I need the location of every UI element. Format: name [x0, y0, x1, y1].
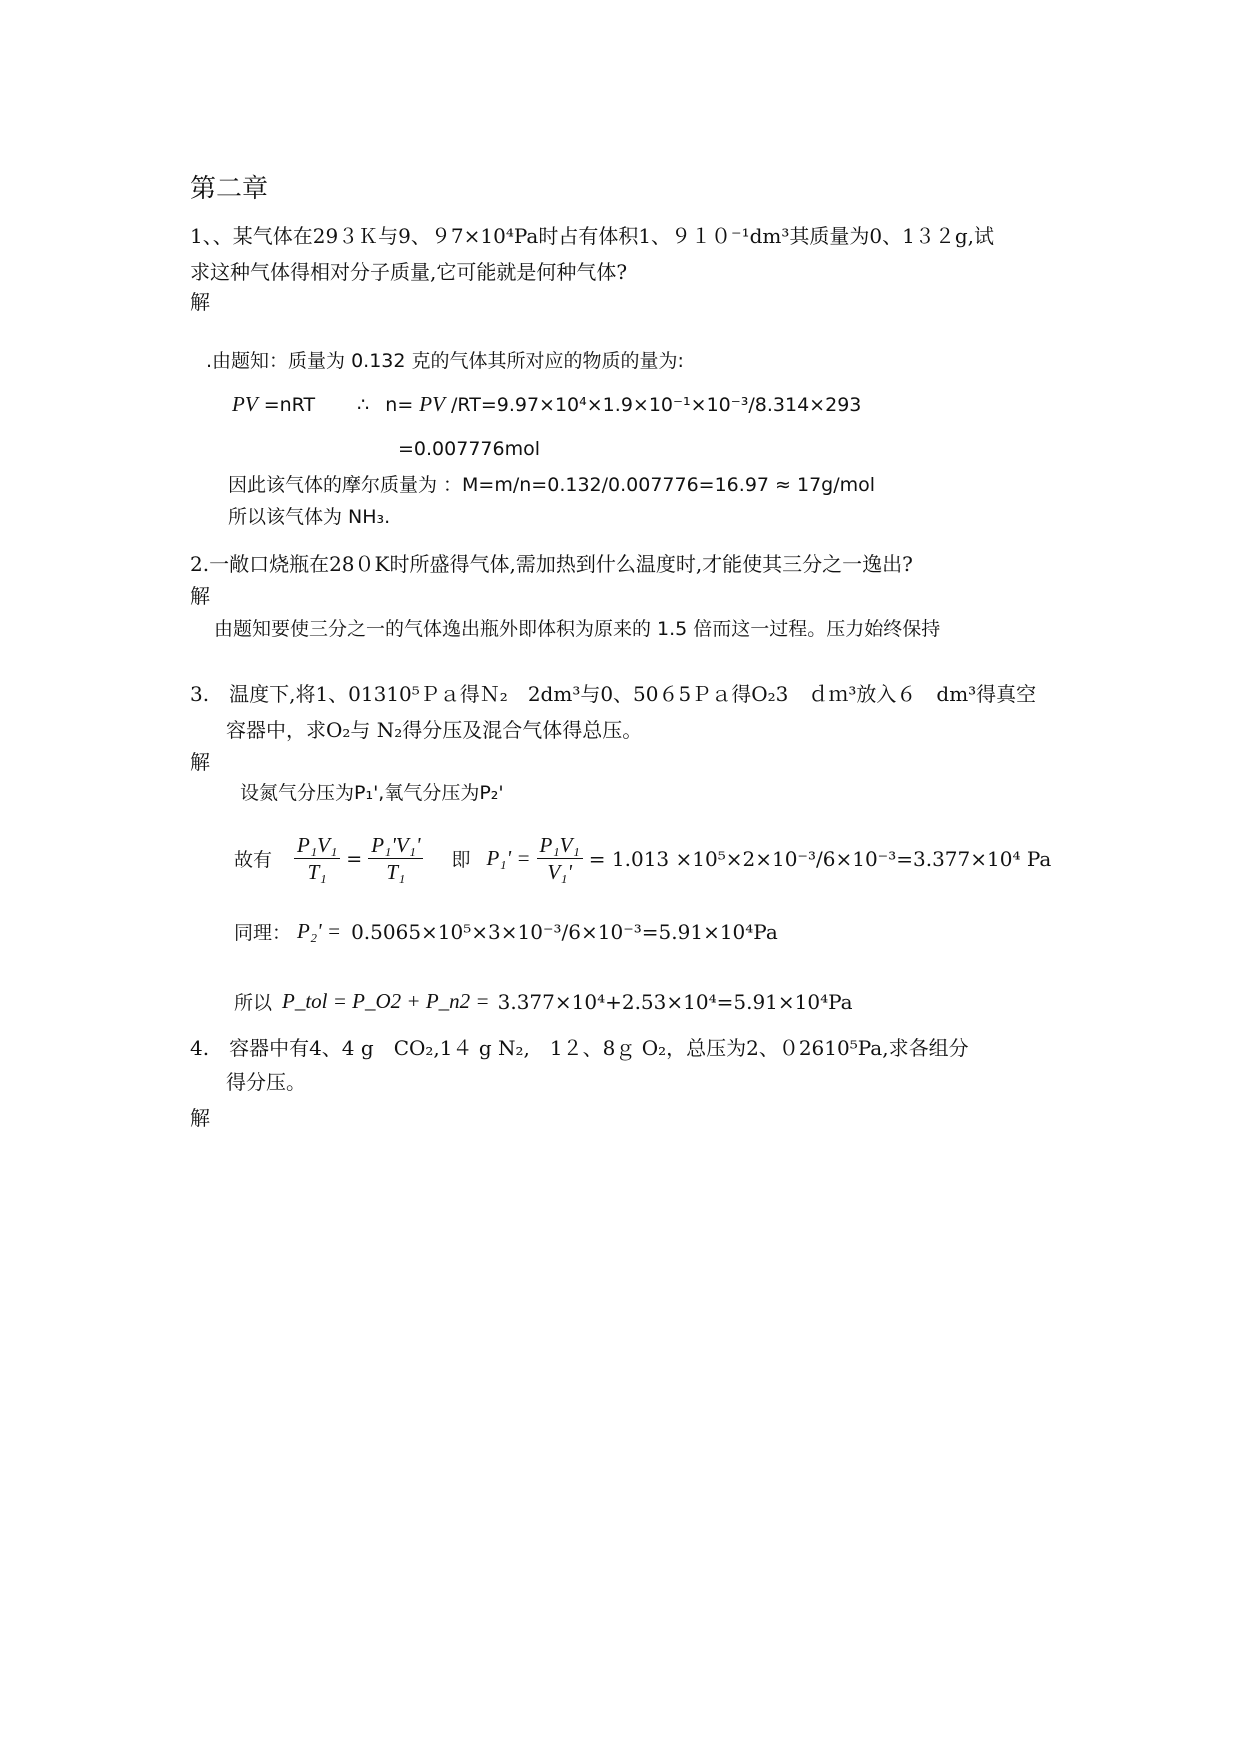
- question-1-answer-label: 解: [190, 290, 210, 314]
- q3-fraction-2: [368, 834, 423, 883]
- q1-nrt: =nRT: [263, 394, 316, 416]
- q3-fraction-1-denominator: T₁: [307, 860, 327, 884]
- chapter-title: 第二章: [190, 174, 269, 204]
- question-3-line-1: 3. 温度下,将1、01310⁵Ｐａ得Ｎ₂ 2dm³与0、50６5Ｐａ得O₂3 ｄｍ³放入６ dm³得真空: [190, 682, 1037, 706]
- q1-pv-symbol: PV: [232, 392, 258, 416]
- q3-gu-you: 故有: [234, 849, 273, 871]
- question-4-line-2: 得分压。: [226, 1070, 306, 1094]
- question-3-line-2: 容器中，求O₂与 N₂得分压及混合气体得总压。: [226, 718, 643, 742]
- q1-solution-line-3: =0.007776mol: [398, 438, 540, 460]
- q3-fraction-1-numerator: P₁V₁: [294, 834, 340, 859]
- q3-fraction-3: [537, 834, 583, 883]
- question-2-line-1: 2.一敞口烧瓶在28０K时所盛得气体,需加热到什么温度时,才能使其三分之一逸出?: [190, 552, 913, 576]
- q1-solution-line-4: 因此该气体的摩尔质量为 ：M=m/n=0.132/0.007776=16.97 ≈ 17g/mol: [228, 474, 876, 496]
- q3-fraction-2-numerator: P₁'V₁': [368, 834, 423, 859]
- q1-solution-line-2: [232, 392, 861, 417]
- q3-ji: 即: [451, 849, 471, 871]
- q3-fraction-2-denominator: T₁: [386, 860, 406, 884]
- q3-equals-1: =: [346, 847, 363, 870]
- q3-solution-line-2: [234, 834, 1051, 883]
- q3-solution-line-1: 设氮气分压为P₁',氧气分压为P₂': [240, 782, 504, 804]
- q3-fraction-1: [294, 834, 340, 883]
- q1-pv-symbol-2: PV: [419, 392, 445, 416]
- q3-solution-line-4: [234, 988, 853, 1015]
- question-3-answer-label: 解: [190, 750, 210, 774]
- q3-tong-li: 同理：: [234, 922, 292, 944]
- q1-n-equals: n=: [385, 394, 414, 416]
- q3-p1-expression: = 1.013 ×10⁵×2×10⁻³/6×10⁻³=3.377×10⁴ Pa: [588, 846, 1052, 871]
- q3-p1-prime: P₁' =: [486, 846, 531, 870]
- q2-solution-line-1: 由题知要使三分之一的气体逸出瓶外即体积为原来的 1.5 倍而这一过程。压力始终保持: [214, 618, 941, 640]
- q3-suo-yi: 所以: [234, 992, 273, 1014]
- q1-n-expression: /RT=9.97×10⁴×1.9×10⁻¹×10⁻³/8.314×293: [451, 394, 862, 416]
- q1-solution-line-1: .由题知：质量为 0.132 克的气体其所对应的物质的量为:: [206, 350, 684, 372]
- q3-p-total-expression: 3.377×10⁴+2.53×10⁴=5.91×10⁴Pa: [497, 989, 853, 1014]
- question-4-line-1: 4. 容器中有4、4 g CO₂,1４ g N₂, 1２、8ｇ O₂，总压为2、０2610⁵Pa,求各组分: [190, 1036, 969, 1060]
- question-4-answer-label: 解: [190, 1106, 210, 1130]
- q1-solution-line-5: 所以该气体为 NH₃.: [228, 506, 391, 528]
- question-1-line-1: 1、、某气体在29３Ｋ与9、９7×10⁴Pa时占有体积1、９１０⁻¹dm³其质量为0、1３２g,试: [190, 224, 995, 248]
- q3-p2-prime: P₂' =: [297, 919, 342, 943]
- question-1-line-2: 求这种气体得相对分子质量,它可能就是何种气体?: [190, 260, 628, 284]
- q1-therefore: ∴: [357, 394, 370, 416]
- q3-solution-line-3: [234, 918, 778, 945]
- q3-p2-expression: 0.5065×10⁵×3×10⁻³/6×10⁻³=5.91×10⁴Pa: [351, 919, 778, 944]
- q3-p-total-equation: P_tol = P_O2 + P_n2 =: [282, 989, 490, 1013]
- q3-fraction-3-numerator: P₁V₁: [537, 834, 583, 859]
- question-2-answer-label: 解: [190, 584, 210, 608]
- q3-fraction-3-denominator: V₁': [547, 860, 572, 884]
